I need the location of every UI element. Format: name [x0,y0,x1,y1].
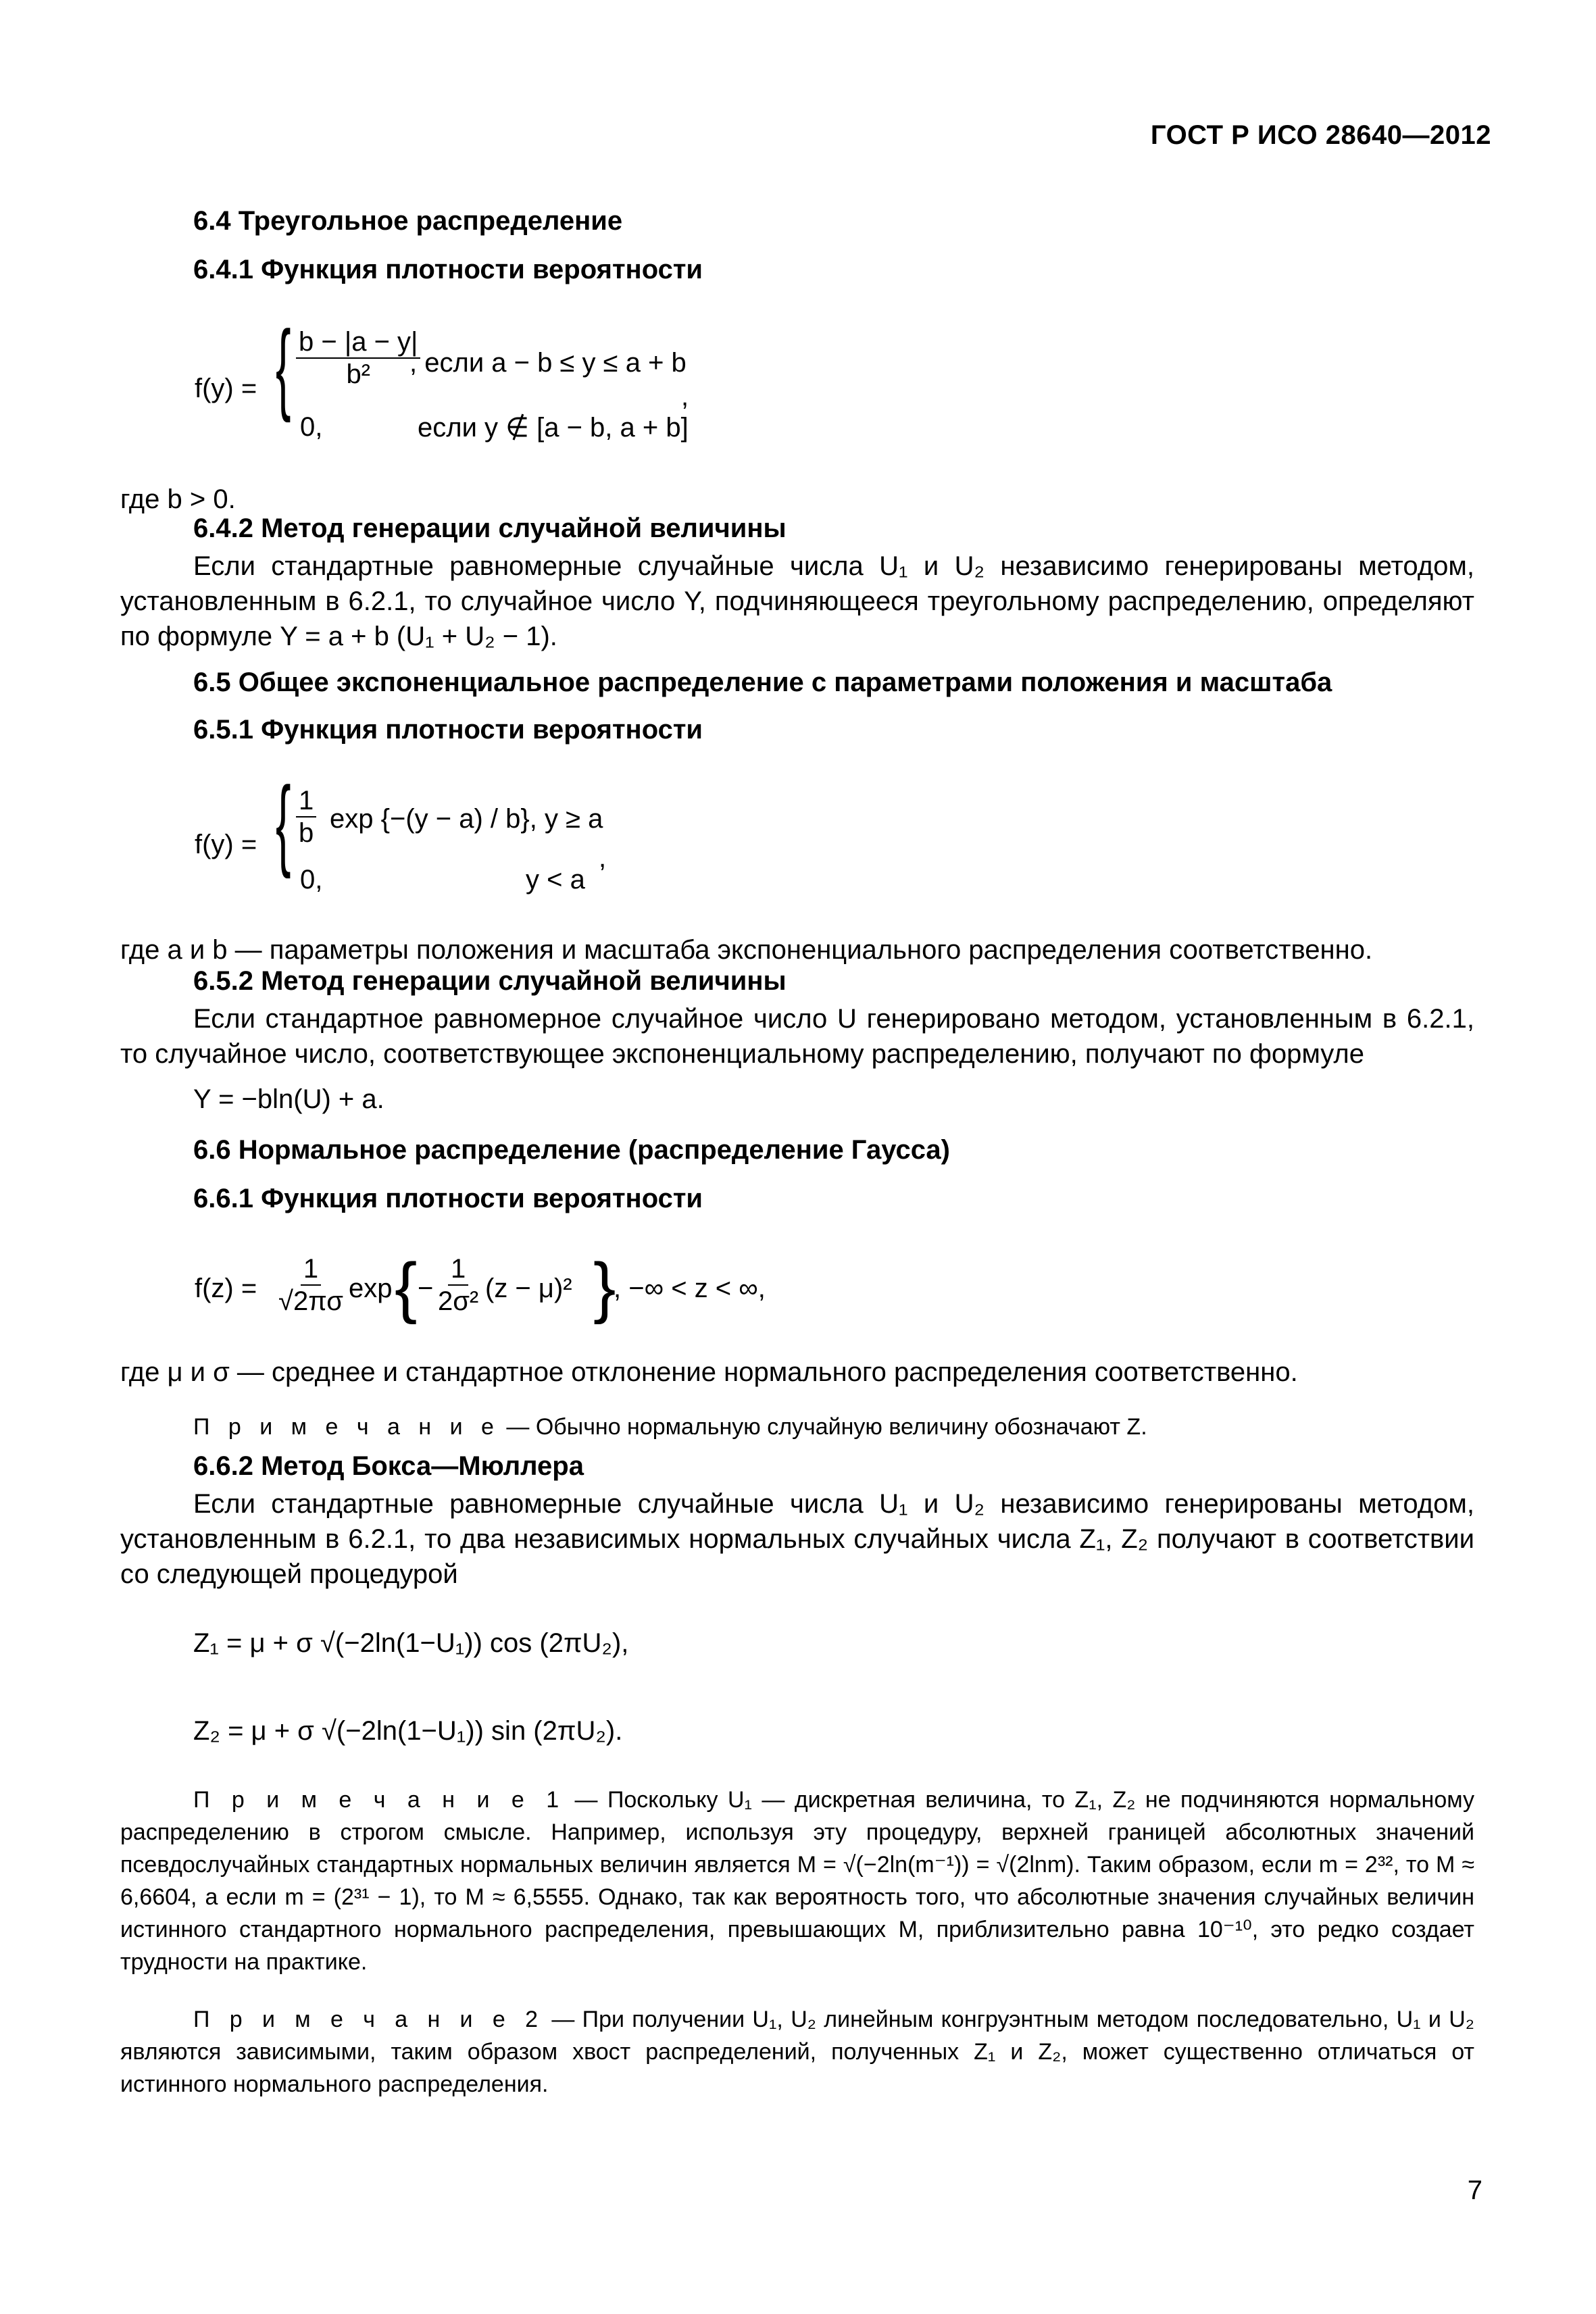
formula-lhs: f(y) = [195,374,257,403]
left-curly: { [395,1249,418,1325]
subheading-6-5-2: 6.5.2 Метод генерации случайной величины [193,966,787,996]
formula-comma: , [599,843,607,873]
fraction-2-denominator: 2σ² [438,1286,479,1316]
note-2 [120,2003,1474,2101]
subheading-6-5-1: 6.5.1 Функция плотности вероятности [193,715,703,745]
exp-label: exp [349,1274,393,1303]
case1-denominator: b² [346,359,371,389]
note-6-6-1 [193,1411,1147,1443]
section-heading-6-4: 6.4 Треугольное распределение [193,206,623,236]
formula-z2: Z₂ = μ + σ √(−2ln(1−U₁)) sin (2πU₂). [193,1716,623,1746]
case1-fraction [296,326,420,390]
paragraph-6-4-2: Если стандартные равномерные случайные числа U₁ и U₂ независимо генерированы методом, установленным в 6.2.1, то случайное число Y, подчиняющееся треугольному распределению, определяют по формуле Y = a + b (U₁ + U₂ − 1). [120,551,1474,651]
note-1-text: — Поскольку U₁ — дискретная величина, то Z₁, Z₂ не подчиняются нормальному распределению в строгом смысле. Например, используя эту процедуру, верхней границей абсолютных значений псевдослучайных стандартных нормальных величин является M = √(−2ln(m⁻¹)) = √(2lnm). Таким образом, если m = 2³², то M ≈ 6,6604, а если m = (2³¹ − 1), то M ≈ 6,5555. Однако, так как вероятность того, что абсолютные значения случайных величин истинного стандартного нормального распределения, превышающих M, приблизительно равна 10⁻¹⁰, это редко создает трудности на практике. [120,1787,1475,1975]
case1-fraction [296,785,316,849]
fraction-1 [276,1253,346,1317]
fraction-1-denominator: √2πσ [278,1286,343,1316]
minus-sign: − [418,1274,434,1303]
note-2-label: П р и м е ч а н и е 2 [193,2007,544,2032]
where-clause-6-4: где b > 0. [120,484,236,514]
note-text: — Обычно нормальную случайную величину обозначают Z. [499,1414,1147,1440]
case2-condition: y < a [526,865,585,895]
subheading-6-4-2: 6.4.2 Метод генерации случайной величины [193,513,787,543]
subheading-6-6-2: 6.6.2 Метод Бокса—Мюллера [193,1451,584,1481]
formula-normal-pdf [195,1249,870,1334]
subheading-6-4-1: 6.4.1 Функция плотности вероятности [193,255,703,284]
paragraph-6-5-2: Если стандартное равномерное случайное число U генерировано методом, установленным в 6.2.1, то случайное число, соответствующее экспоненциальному распределению, получают по формуле [120,1004,1474,1069]
left-brace: { [276,309,291,423]
note-label: П р и м е ч а н и е [193,1414,500,1440]
section-heading-6-5: 6.5 Общее экспоненциальное распределение с параметрами положения и масштаба [193,668,1332,697]
subheading-6-6-1: 6.6.1 Функция плотности вероятности [193,1184,703,1213]
case2-value: 0, [300,412,323,442]
case1-numerator: b − |a − y| [296,326,420,359]
formula-z1: Z₁ = μ + σ √(−2ln(1−U₁)) cos (2πU₂), [193,1628,629,1658]
where-clause-6-6: где μ и σ — среднее и стандартное отклонение нормального распределения соответственно. [120,1357,1298,1387]
case1-numerator: 1 [296,785,316,818]
page-number: 7 [1467,2175,1482,2205]
case2-value: 0, [300,865,323,895]
note-1 [120,1784,1474,1978]
formula-range: , −∞ < z < ∞, [614,1274,766,1303]
case2-condition: если y ∉ [a − b, a + b] [418,413,689,443]
fraction-2-numerator: 1 [448,1253,468,1286]
formula-tail: (z − μ)² [485,1274,572,1303]
case1-expression: exp {−(y − a) / b}, y ≥ a [330,804,603,834]
formula-triangular-pdf [195,309,870,456]
formula-exponential-generation: Y = −bln(U) + a. [193,1084,384,1114]
note-2-text: — При получении U₁, U₂ линейным конгруэнтным методом последовательно, U₁ и U₂ являются зависимыми, таким образом хвост распределений, полученных Z₁ и Z₂, может существенно отличаться от истинного нормального распределения. [120,2007,1474,2097]
case1-denominator: b [299,818,314,848]
right-curly: } [593,1249,616,1325]
left-brace: { [276,765,291,879]
formula-lhs: f(z) = [195,1274,257,1303]
fraction-2 [435,1253,481,1317]
formula-comma: , [681,382,689,411]
formula-lhs: f(y) = [195,830,257,859]
note-1-label: П р и м е ч а н и е 1 [193,1787,566,1813]
section-heading-6-6: 6.6 Нормальное распределение (распределение Гаусса) [193,1135,950,1165]
case1-condition: , если a − b ≤ y ≤ a + b [409,348,687,378]
document-number: ГОСТ Р ИСО 28640—2012 [1150,120,1491,150]
formula-exponential-pdf [195,765,735,905]
fraction-1-numerator: 1 [301,1253,321,1286]
paragraph-6-6-2: Если стандартные равномерные случайные числа U₁ и U₂ независимо генерированы методом, установленным в 6.2.1, то два независимых нормальных случайных числа Z₁, Z₂ получают в соответствии со следующей процедурой [120,1489,1474,1589]
where-clause-6-5: где a и b — параметры положения и масштаба экспоненциального распределения соответственно. [120,935,1373,965]
